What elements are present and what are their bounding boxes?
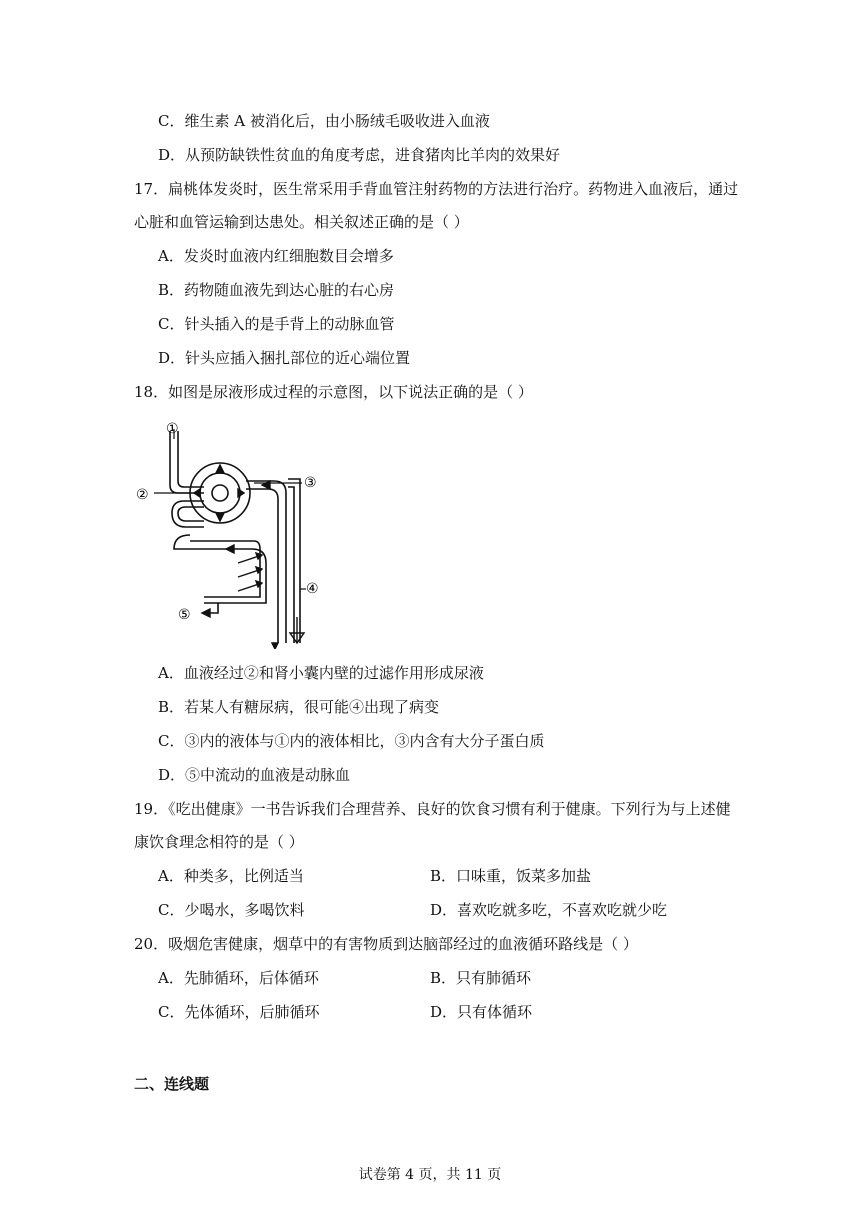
q20-option-b: B．只有肺循环 [430,969,532,987]
q19-option-b: B．口味重，饭菜多加盐 [430,867,592,885]
q19-stem-line1: 19．《吃出健康》一书告诉我们合理营养、良好的饮食习惯有利于健康。下列行为与上述健 [134,800,731,818]
section-heading: 二、连线题 [134,1075,210,1093]
nephron-diagram [134,417,334,649]
q19-option-d: D．喜欢吃就多吃，不喜欢吃就少吃 [430,901,668,919]
page-footer: 试卷第 4 页，共 11 页 [358,1167,502,1183]
q19-stem-line2: 康饮食理念相符的是（ ） [134,833,304,851]
q17-stem-line1: 17．扁桃体发炎时，医生常采用手背血管注射药物的方法进行治疗。药物进入血液后，通过 [134,180,739,198]
q20-option-a: A．先肺循环，后体循环 [158,969,319,987]
q16-option-c: C．维生素 A 被消化后，由小肠绒毛吸收进入血液 [158,112,490,130]
q18-option-c: C．③内的液体与①内的液体相比，③内含有大分子蛋白质 [158,732,545,750]
q17-option-c: C．针头插入的是手背上的动脉血管 [158,315,395,333]
q20-option-d: D．只有体循环 [430,1003,533,1021]
q16-option-d: D．从预防缺铁性贫血的角度考虑，进食猪肉比羊肉的效果好 [158,146,561,164]
q19-option-a: A．种类多，比例适当 [158,867,304,885]
diagram-label-3: ③ [304,475,317,491]
q20-stem: 20．吸烟危害健康，烟草中的有害物质到达脑部经过的血液循环路线是（ ） [134,935,638,953]
q17-stem-line2: 心脏和血管运输到达患处。相关叙述正确的是（ ） [134,213,469,231]
diagram-label-2: ② [136,487,149,503]
diagram-label-4: ④ [306,581,319,597]
q18-option-d: D．⑤中流动的血液是动脉血 [158,766,351,784]
q18-option-a: A．血液经过②和肾小囊内壁的过滤作用形成尿液 [158,664,484,682]
diagram-label-5: ⑤ [178,607,191,623]
q18-option-b: B．若某人有糖尿病，很可能④出现了病变 [158,698,440,716]
q20-option-c: C．先体循环，后肺循环 [158,1003,320,1021]
q17-option-d: D．针头应插入捆扎部位的近心端位置 [158,349,411,367]
diagram-label-1: ① [166,421,179,437]
q17-option-b: B．药物随血液先到达心脏的右心房 [158,281,395,299]
q18-stem: 18．如图是尿液形成过程的示意图，以下说法正确的是（ ） [134,383,533,401]
q19-option-c: C．少喝水，多喝饮料 [158,901,305,919]
q17-option-a: A．发炎时血液内红细胞数目会增多 [158,247,394,265]
